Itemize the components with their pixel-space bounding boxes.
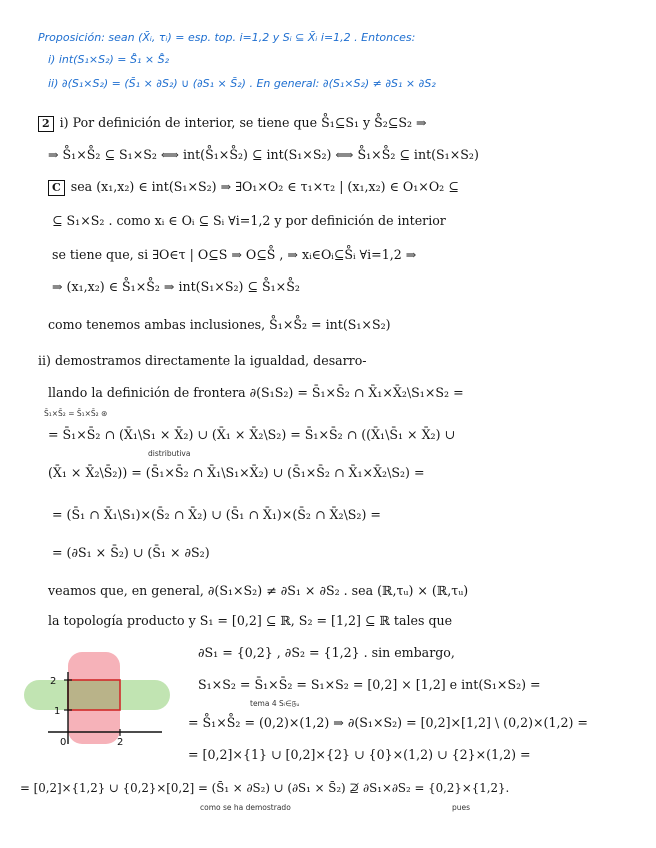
line-1: 2 i) Por definición de interior, se tiene que S̊₁⊆S₁ y S̊₂⊆S₂ ⇒ xyxy=(38,116,427,132)
line-17-notes: tema 4 Sᵢ∈𝔉ᵤ xyxy=(250,699,300,708)
note-pues: pues xyxy=(452,803,471,812)
line-17: S₁×S₂ = S̄₁×S̄₂ = S₁×S₂ = [0,2] × [1,2] e int(S₁×S₂) = xyxy=(198,677,541,692)
proposition-item-i: i) int(S₁×S₂) = S̊₁ × S̊₂ xyxy=(48,53,169,66)
line-12: = (S̄₁ ∩ X̄₁\S₁)×(S̄₂ ∩ X̄₂) ∪ (S̄₁ ∩ X̄₁)×(S̄₂ ∩ X̄₂\S₂) = xyxy=(52,507,381,522)
proposition-heading: Proposición: sean (X̄ᵢ, τᵢ) = esp. top. i=1,2 y Sᵢ ⊆ X̄ᵢ i=1,2 . Entonces: xyxy=(38,31,416,44)
y-label-1: 1 xyxy=(54,706,61,717)
side-note: S̄₁×S̄₂ = S̄₁×S̄₂ ⊛ xyxy=(44,409,108,418)
box-supset: C xyxy=(48,180,65,196)
line-11: (X̄₁ × X̄₂\S̄₂)) = (S̄₁×S̄₂ ∩ X̄₁\S₁×X̄₂) ∪ (S̄₁×S̄₂ ∩ X̄₁×X̄₂\S₂) = xyxy=(48,465,425,480)
line-13: = (∂S₁ × S̄₂) ∪ (S̄₁ × ∂S₂) xyxy=(52,545,210,560)
product-sets-figure xyxy=(22,648,172,748)
line-5: se tiene que, si ∃O∈τ | O⊆S ⇒ O⊆S̊ , ⇒ xᵢ∈Oᵢ⊆S̊ᵢ ∀i=1,2 ⇒ xyxy=(52,247,417,262)
line-4: ⊆ S₁×S₂ . como xᵢ ∈ Oᵢ ⊆ Sᵢ ∀i=1,2 y por definición de interior xyxy=(52,213,446,228)
line-16: ∂S₁ = {0,2} , ∂S₂ = {1,2} . sin embargo, xyxy=(198,645,455,660)
line-19: = [0,2]×{1} ∪ [0,2]×{2} ∪ {0}×(1,2) ∪ {2}×(1,2) = xyxy=(188,747,531,762)
line-18: = S̊₁×S̊₂ = (0,2)×(1,2) ⇒ ∂(S₁×S₂) = [0,2]×[1,2] \ (0,2)×(1,2) = xyxy=(188,715,588,730)
note-demostrado: como se ha demostrado xyxy=(200,803,291,812)
line-7: como tenemos ambas inclusiones, S̊₁×S̊₂ = int(S₁×S₂) xyxy=(48,317,391,332)
line-6: ⇒ (x₁,x₂) ∈ S̊₁×S̊₂ ⇒ int(S₁×S₂) ⊆ S̊₁×S̊₂ xyxy=(52,279,300,294)
figure-svg xyxy=(22,648,172,748)
line-3: C sea (x₁,x₂) ∈ int(S₁×S₂) ⇒ ∃O₁×O₂ ∈ τ₁×τ₂ | (x₁,x₂) ∈ O₁×O₂ ⊆ xyxy=(48,180,459,196)
proposition-item-ii: ii) ∂(S₁×S₂) = (S̄₁ × ∂S₂) ∪ (∂S₁ × S̄₂) . En general: ∂(S₁×S₂) ≠ ∂S₁ × ∂S₂ xyxy=(48,77,436,90)
line-10: = S̄₁×S̄₂ ∩ (X̄₁\S₁ × X̄₂) ∪ (X̄₁ × X̄₂\S₂) = S̄₁×S̄₂ ∩ ((X̄₁\S̄₁ × X̄₂) ∪ xyxy=(48,427,456,442)
line-15: la topología producto y S₁ = [0,2] ⊆ ℝ, S₂ = [1,2] ⊆ ℝ tales que xyxy=(48,613,453,628)
distributive-note: distributiva xyxy=(148,449,191,458)
y-label-2: 2 xyxy=(50,676,57,687)
line-2: ⇒ S̊₁×S̊₂ ⊆ S₁×S₂ ⟺ int(S̊₁×S̊₂) ⊆ int(S₁×S₂) ⟺ S̊₁×S̊₂ ⊆ int(S₁×S₂) xyxy=(48,147,479,162)
x-label-0: 0 xyxy=(60,737,67,748)
x-label-2: 2 xyxy=(117,737,124,748)
line-8: ii) demostramos directamente la igualdad, desarro- xyxy=(38,353,367,368)
line-9: llando la definición de frontera ∂(S₁S₂) = S̄₁×S̄₂ ∩ X̄₁×X̄₂\S₁×S₂ = xyxy=(48,385,464,400)
overlap-rect xyxy=(68,680,120,710)
box-subset: 2 xyxy=(38,116,54,132)
line-20: = [0,2]×{1,2} ∪ {0,2}×[0,2] = (S̄₁ × ∂S₂) ∪ (∂S₁ × S̄₂) ⊉ ∂S₁×∂S₂ = {0,2}×{1,2}. xyxy=(20,781,510,795)
line-14: veamos que, en general, ∂(S₁×S₂) ≠ ∂S₁ × ∂S₂ . sea (ℝ,τᵤ) × (ℝ,τᵤ) xyxy=(48,583,469,598)
